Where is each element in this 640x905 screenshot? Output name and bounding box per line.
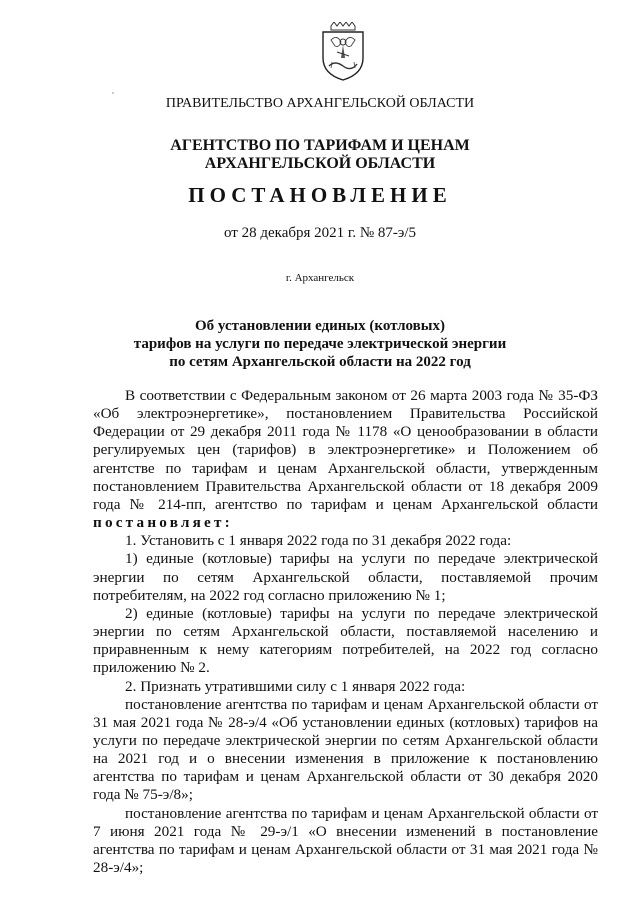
preamble-text: В соответствии с Федеральным законом от 26 марта 2003 года № 35-ФЗ «Об электроэнергетике», постановлением Правительства Российской Федерации от 29 декабря 2011 года № 1178 «О ценообразовании в области регулируемых цен (тарифов) в электроэнергетике» и Положением об агентстве по тарифам и ценам Архангельской области, утвержденным постановлением Правительства Архангельской области от 18 декабря 2009 года № 214-пп, агентство по тарифам и ценам Архангельской области (93, 387, 598, 513)
item-1-1: 1) единые (котловые) тарифы на услуги по передаче электрической энергии по сетям Архангельской области, поставляемой прочим потребителям, на 2022 год согласно приложению № 1; (93, 550, 598, 604)
document-city: г. Архангельск (285, 272, 355, 284)
preamble-paragraph (93, 387, 598, 532)
subject-line2: тарифов на услуги по передаче электрической энергии (133, 336, 507, 352)
item-1-2: 2) единые (котловые) тарифы на услуги по передаче электрической энергии по сетям Архангельской области, поставляемой населению и приравненным к нему категориям потребителей, на 2022 год согласно приложению № 2. (93, 604, 598, 677)
subject-line1: Об установлении единых (котловых) (195, 318, 445, 334)
agency-name-line2: АРХАНГЕЛЬСКОЙ ОБЛАСТИ (204, 155, 436, 172)
item-2-1: постановление агентства по тарифам и ценам Архангельской области от 31 мая 2021 года № 28-э/4 «Об установлении единых (котловых) тарифов на услуги по передаче электрической энергии по сетям Архангельской области на 2021 год и о внесении изменения в приложение к постановлению агентства по тарифам и ценам Архангельской области от 30 декабря 2020 года № 75-э/8»; (93, 695, 598, 804)
agency-name-line1: АГЕНТСТВО ПО ТАРИФАМ И ЦЕНАМ (170, 137, 470, 154)
document-body (93, 387, 598, 877)
government-name: ПРАВИТЕЛЬСТВО АРХАНГЕЛЬСКОЙ ОБЛАСТИ (165, 96, 475, 111)
item-2-2: постановление агентства по тарифам и ценам Архангельской области от 7 июня 2021 года № 29-э/1 «О внесении изменений в постановление агентства по тарифам и ценам Архангельской области от 31 мая 2021 года № 28-э/4»; (93, 804, 598, 877)
agency-name (0, 137, 640, 173)
item-1: 1. Установить с 1 января 2022 года по 31 декабря 2022 года: (125, 532, 512, 550)
document-subject (0, 317, 640, 371)
item-2: 2. Признать утратившими силу с 1 января 2022 года: (125, 677, 466, 695)
decree-word: постановляет: (93, 514, 233, 532)
arkhangelsk-coat-of-arms-icon (317, 22, 369, 82)
scan-speck (112, 92, 114, 94)
document-date-number: от 28 декабря 2021 г. № 87-э/5 (223, 225, 417, 241)
document-type: ПОСТАНОВЛЕНИЕ (188, 183, 452, 207)
subject-line3: по сетям Архангельской области на 2022 год (169, 354, 471, 370)
